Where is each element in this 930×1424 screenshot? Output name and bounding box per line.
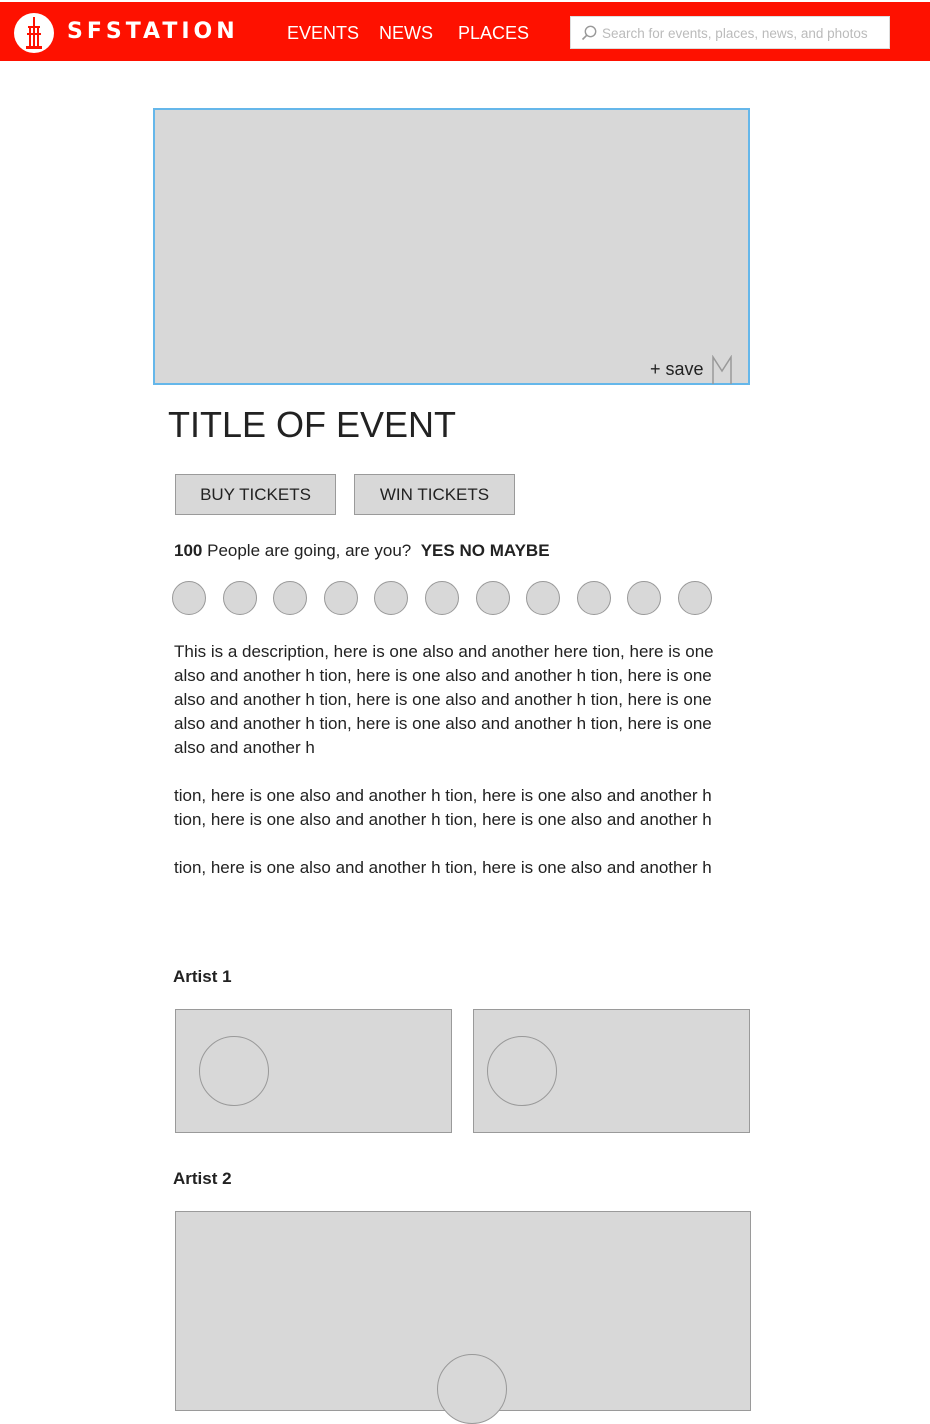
nav-events[interactable]: EVENTS [287, 23, 360, 43]
rsvp-maybe-button[interactable]: MAYBE [489, 541, 550, 560]
artist-1-heading: Artist 1 [173, 967, 232, 986]
attendee-avatar[interactable] [172, 581, 206, 615]
buy-tickets-button[interactable]: BUY TICKETS [175, 474, 336, 515]
going-count: 100 [174, 541, 203, 560]
search-icon [581, 25, 597, 46]
artist-2-heading: Artist 2 [173, 1169, 232, 1188]
rsvp-line [174, 541, 550, 561]
artist-1-card[interactable] [175, 1009, 452, 1133]
description-paragraph: This is a description, here is one also and another here tion, here is one also and another h tion, here is one also and another h tion, here is one also and another h tion, here is one also and another h tion, here is one also and another h tion, here is one also and another h tion, here is one also and another h [174, 642, 714, 757]
artist-avatar [437, 1354, 507, 1424]
event-title: TITLE OF EVENT [168, 404, 457, 445]
attendee-avatar[interactable] [476, 581, 510, 615]
rsvp-no-button[interactable]: NO [459, 541, 485, 560]
attendee-avatar[interactable] [374, 581, 408, 615]
search-box [570, 16, 890, 49]
attendee-avatar[interactable] [577, 581, 611, 615]
description-paragraph: tion, here is one also and another h tion, here is one also and another h tion, here is one also and another h tion, here is one also and another h [174, 786, 712, 829]
logo-tower-icon[interactable] [14, 13, 54, 53]
nav-places[interactable]: PLACES [458, 23, 530, 43]
win-tickets-button[interactable]: WIN TICKETS [354, 474, 515, 515]
artist-avatar [487, 1036, 557, 1106]
attendee-avatar[interactable] [425, 581, 459, 615]
artist-1-card[interactable] [473, 1009, 750, 1133]
bookmark-icon[interactable] [711, 355, 733, 390]
attendee-avatar[interactable] [526, 581, 560, 615]
attendee-avatar[interactable] [627, 581, 661, 615]
rsvp-question: People are going, are you? [207, 541, 412, 560]
attendee-avatar[interactable] [223, 581, 257, 615]
logo-wordmark[interactable]: SFSTATION [67, 19, 239, 44]
search-input[interactable] [602, 21, 882, 45]
artist-2-card[interactable] [175, 1211, 751, 1411]
attendee-avatar[interactable] [324, 581, 358, 615]
save-button[interactable]: + save [650, 359, 704, 379]
top-nav-bar [0, 0, 930, 61]
rsvp-yes-button[interactable]: YES [420, 541, 455, 560]
attendee-avatar[interactable] [273, 581, 307, 615]
nav-news[interactable]: NEWS [379, 23, 433, 43]
event-description [174, 640, 719, 904]
description-paragraph: tion, here is one also and another h tion, here is one also and another h [174, 858, 712, 877]
hero-image-placeholder [153, 108, 750, 385]
artist-avatar [199, 1036, 269, 1106]
attendee-avatar[interactable] [678, 581, 712, 615]
